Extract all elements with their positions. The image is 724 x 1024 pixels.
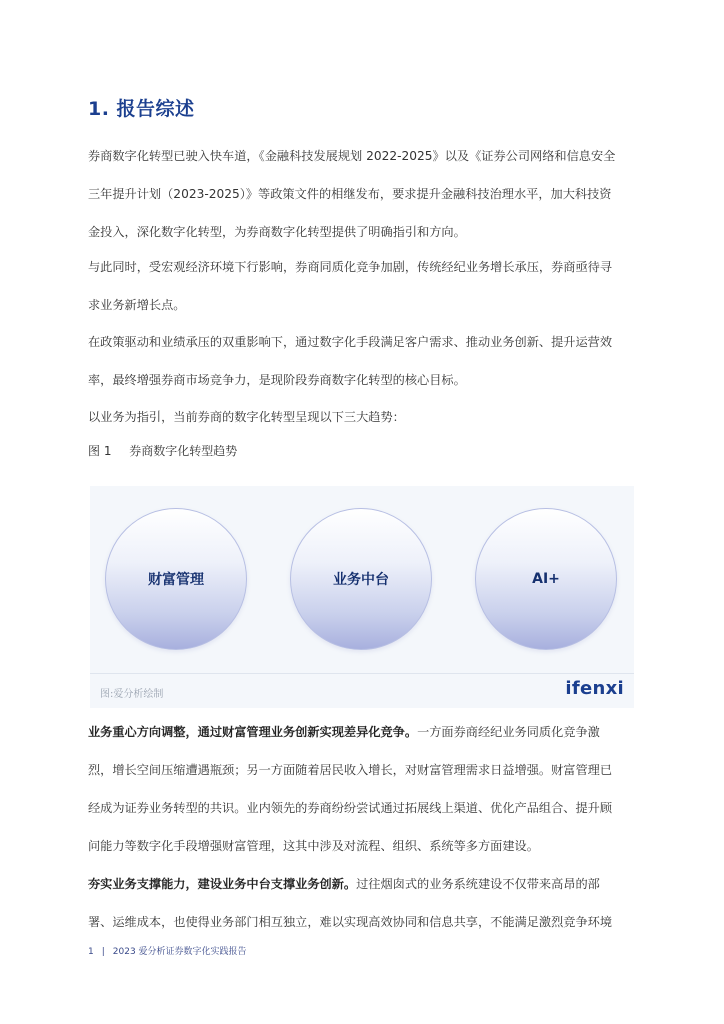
intro-paragraph-4 bbox=[88, 398, 648, 436]
figure-title: 券商数字化转型趋势 bbox=[129, 444, 238, 458]
text-line: 率，最终增强券商市场竞争力，是现阶段券商数字化转型的核心目标。 bbox=[88, 373, 466, 387]
text-line: 经成为证券业务转型的共识。业内领先的券商纷纷尝试通过拓展线上渠道、优化产品组合、提升顾 bbox=[88, 801, 613, 815]
trend-label: 业务中台 bbox=[333, 572, 389, 588]
bold-lead: 夯实业务支撑能力，建设业务中台支撑业务创新。 bbox=[88, 877, 357, 891]
text-line: 金投入，深化数字化转型，为券商数字化转型提供了明确指引和方向。 bbox=[88, 225, 466, 239]
text-line: 在政策驱动和业绩承压的双重影响下，通过数字化手段满足客户需求、推动业务创新、提升运营效 bbox=[88, 335, 613, 349]
text-line: 券商数字化转型已驶入快车道，《金融科技发展规划 2022-2025》以及《证券公司网络和信息安全 bbox=[88, 149, 616, 163]
body-paragraph-middle-platform bbox=[88, 865, 648, 941]
intro-paragraph-3 bbox=[88, 323, 648, 399]
trend-label: 财富管理 bbox=[148, 572, 204, 588]
trend-circle-wealth bbox=[105, 508, 247, 650]
figure-caption bbox=[88, 442, 237, 459]
page-footer bbox=[88, 944, 247, 957]
text-line bbox=[88, 865, 648, 903]
text-run: 一方面券商经纪业务同质化竞争激 bbox=[417, 725, 600, 739]
text-line: 三年提升计划（2023-2025）》等政策文件的相继发布，要求提升金融科技治理水平，加大科技资 bbox=[88, 187, 612, 201]
text-line: 与此同时，受宏观经济环境下行影响，券商同质化竞争加剧，传统经纪业务增长承压，券商亟待寻 bbox=[88, 260, 613, 274]
trend-figure bbox=[90, 486, 634, 708]
figure-source: 图:爱分析绘制 bbox=[100, 689, 164, 700]
intro-paragraph-1 bbox=[88, 137, 648, 251]
ifenxi-logo: ifenxi bbox=[565, 678, 624, 699]
text-line: 烈，增长空间压缩遭遇瓶颈；另一方面随着居民收入增长，对财富管理需求日益增强。财富管理已 bbox=[88, 763, 613, 777]
bold-lead: 业务重心方向调整，通过财富管理业务创新实现差异化竞争。 bbox=[88, 725, 418, 739]
figure-number: 图 1 bbox=[88, 444, 112, 458]
trend-circle-middle-platform bbox=[290, 508, 432, 650]
trend-circle-ai bbox=[475, 508, 617, 650]
text-line: 以业务为指引，当前券商的数字化转型呈现以下三大趋势： bbox=[88, 410, 405, 424]
section-heading: 1. 报告综述 bbox=[88, 98, 195, 120]
text-run: 过往烟囱式的业务系统建设不仅带来高昂的部 bbox=[356, 877, 600, 891]
page-number: 1 bbox=[88, 947, 94, 957]
footer-separator: | bbox=[101, 947, 105, 957]
footer-title: 2023 爱分析证券数字化实践报告 bbox=[112, 947, 247, 957]
text-line: 署、运维成本，也使得业务部门相互独立，难以实现高效协同和信息共享，不能满足激烈竞争环境 bbox=[88, 915, 613, 929]
text-line: 求业务新增长点。 bbox=[88, 298, 186, 312]
text-line bbox=[88, 713, 648, 751]
intro-paragraph-2 bbox=[88, 248, 648, 324]
figure-divider bbox=[90, 673, 634, 674]
trend-label: AI+ bbox=[532, 571, 560, 587]
text-line: 问能力等数字化手段增强财富管理，这其中涉及对流程、组织、系统等多方面建设。 bbox=[88, 839, 539, 853]
body-paragraph-wealth bbox=[88, 713, 648, 865]
